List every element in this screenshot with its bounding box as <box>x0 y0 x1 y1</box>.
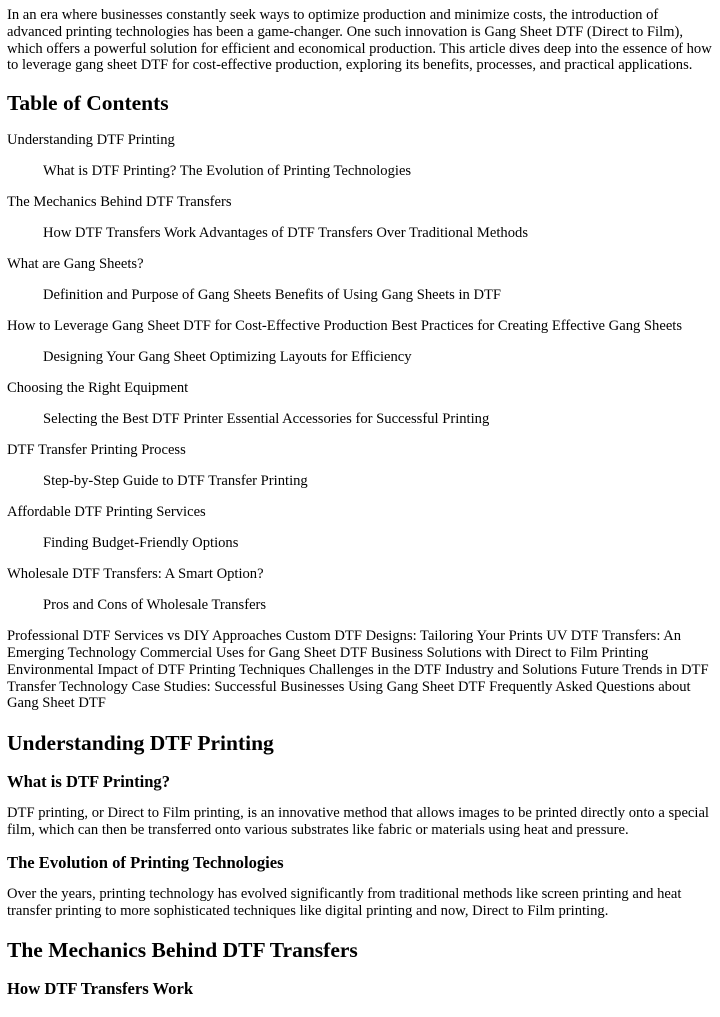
toc-item[interactable]: The Mechanics Behind DTF Transfers <box>7 194 232 211</box>
toc-item[interactable]: How to Leverage Gang Sheet DTF for Cost-Effective Production Best Practices for Creating Effective Gang Sheets <box>7 318 683 335</box>
intro-paragraph: In an era where businesses constantly seek ways to optimize production and minimize costs, the introduction of advanced printing technologies has been a game-changer. One such innovation is Gang Sheet DTF (Direct to Film), which offers a powerful solution for efficient and economical production. This article dives deep into the essence of how to leverage gang sheet DTF for cost-effective production, exploring its benefits, processes, and practical applications. <box>7 7 712 74</box>
toc-item[interactable]: Affordable DTF Printing Services <box>7 504 206 521</box>
toc-remaining-items[interactable]: Professional DTF Services vs DIY Approaches Custom DTF Designs: Tailoring Your Prints UV DTF Transfers: An Emerging Technology Commercial Uses for Gang Sheet DTF Business Solutions with Direct to Film Printing Environmental Impact of DTF Printing Techniques Challenges in the DTF Industry and Solutions Future Trends in DTF Transfer Technology Case Studies: Successful Businesses Using Gang Sheet DTF Frequently Asked Questions about Gang Sheet DTF <box>7 628 709 712</box>
toc-subitem[interactable]: Selecting the Best DTF Printer Essential Accessories for Successful Printing <box>43 411 490 428</box>
section-heading: Understanding DTF Printing <box>7 731 274 756</box>
toc-heading: Table of Contents <box>7 91 169 116</box>
toc-subitem[interactable]: What is DTF Printing? The Evolution of Printing Technologies <box>43 163 412 180</box>
toc-item[interactable]: Understanding DTF Printing <box>7 132 175 149</box>
subsection-heading: How DTF Transfers Work <box>7 979 194 999</box>
toc-subitem[interactable]: Pros and Cons of Wholesale Transfers <box>43 597 267 614</box>
toc-item[interactable]: DTF Transfer Printing Process <box>7 442 186 459</box>
table-of-contents <box>7 132 712 712</box>
subsection-heading: What is DTF Printing? <box>7 772 171 792</box>
toc-subitem[interactable]: Definition and Purpose of Gang Sheets Benefits of Using Gang Sheets in DTF <box>43 287 502 304</box>
section-paragraph: Over the years, printing technology has evolved significantly from traditional methods like screen printing and heat transfer printing to more sophisticated techniques like digital printing and now, Direct to Film printing. <box>7 885 682 919</box>
toc-subitem[interactable]: How DTF Transfers Work Advantages of DTF Transfers Over Traditional Methods <box>43 225 529 242</box>
toc-item[interactable]: Wholesale DTF Transfers: A Smart Option? <box>7 566 264 583</box>
toc-subitem[interactable]: Step-by-Step Guide to DTF Transfer Printing <box>43 473 308 490</box>
toc-subitem[interactable]: Designing Your Gang Sheet Optimizing Layouts for Efficiency <box>43 349 412 366</box>
section-paragraph: DTF printing, or Direct to Film printing, is an innovative method that allows images to be printed directly onto a special film, which can then be transferred onto various substrates like fabric or materials using heat and pressure. <box>7 805 709 838</box>
subsection-heading: The Evolution of Printing Technologies <box>7 852 284 872</box>
toc-item[interactable]: What are Gang Sheets? <box>7 256 144 273</box>
toc-subitem[interactable]: Finding Budget-Friendly Options <box>43 535 239 552</box>
section-heading: The Mechanics Behind DTF Transfers <box>7 938 358 963</box>
toc-item[interactable]: Choosing the Right Equipment <box>7 380 189 397</box>
